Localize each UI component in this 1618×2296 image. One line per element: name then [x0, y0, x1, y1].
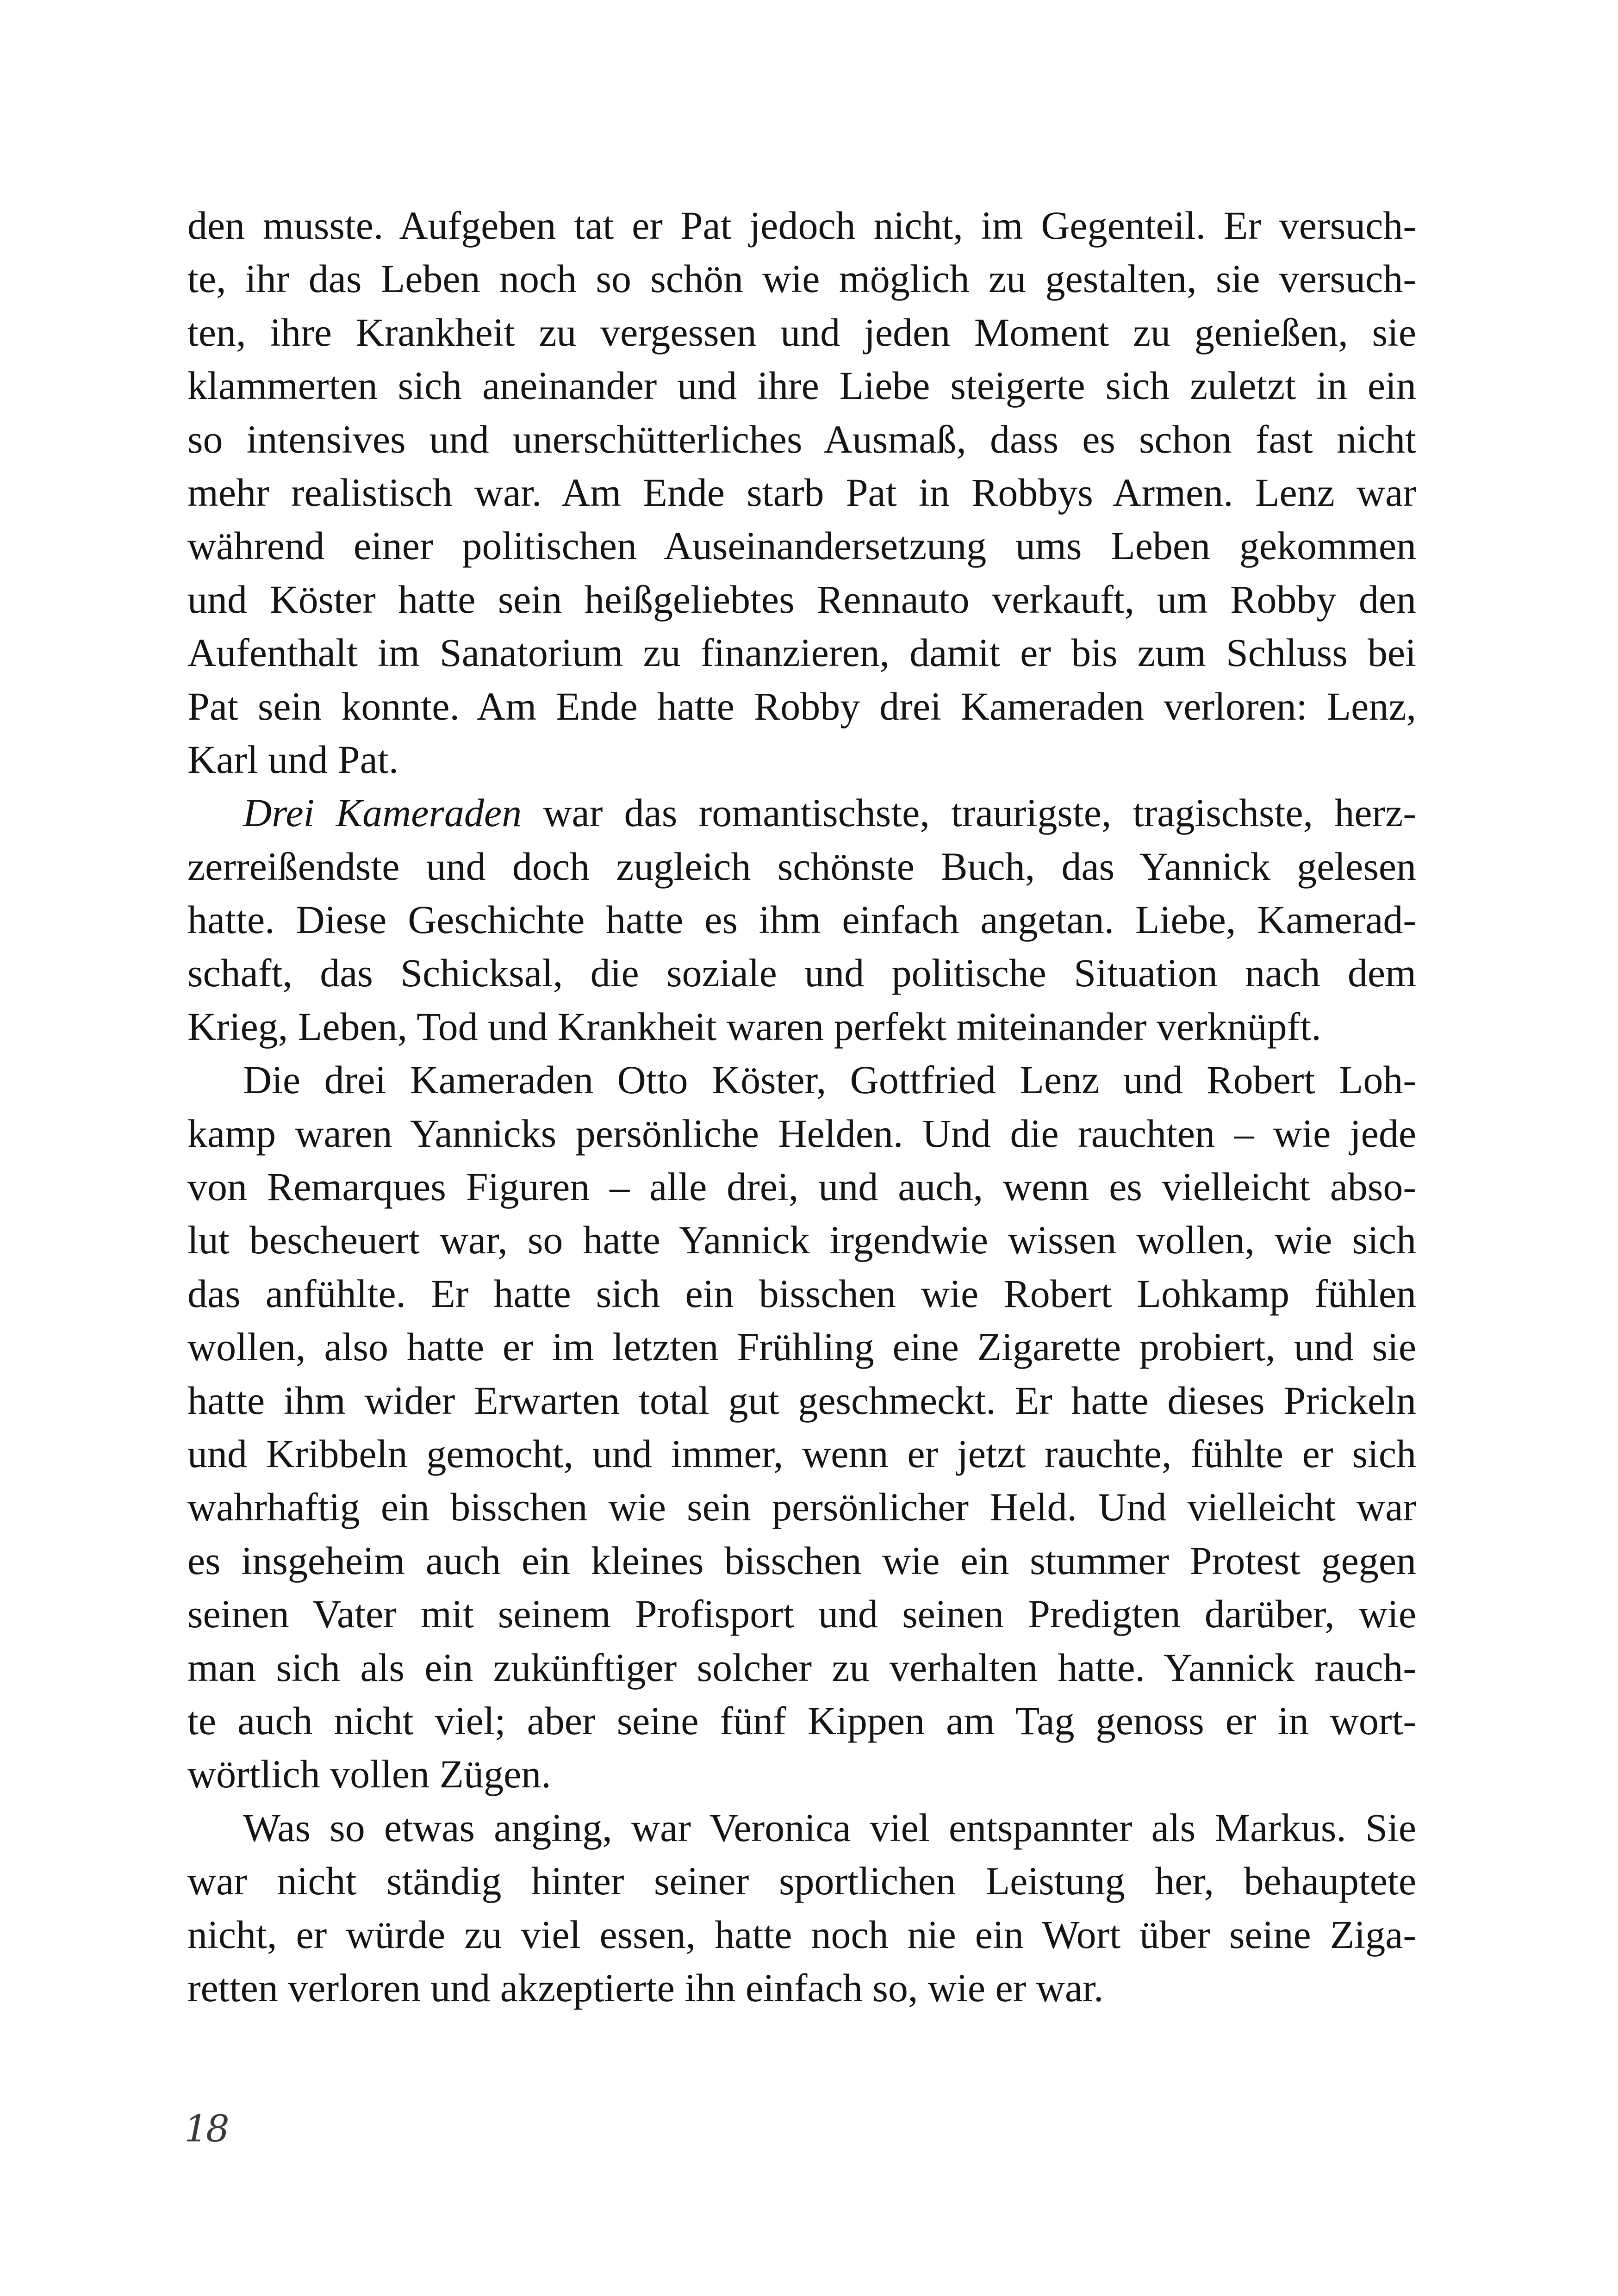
- text-line: von Remarques Figuren – alle drei, und auch, wenn es vielleicht abso-: [187, 1164, 1416, 1209]
- text-line: te auch nicht viel; aber seine fünf Kippen am Tag genoss er in wort-: [187, 1698, 1416, 1743]
- book-title: Drei Kameraden: [243, 790, 522, 835]
- text-line: Was so etwas anging, war Veronica viel entspannter als Markus. Sie: [243, 1805, 1416, 1850]
- text-line: klammerten sich aneinander und ihre Liebe steigerte sich zuletzt in ein: [187, 363, 1416, 408]
- text-line: Aufenthalt im Sanatorium zu finanzieren, damit er bis zum Schluss bei: [187, 630, 1416, 675]
- text-line: Karl und Pat.: [187, 737, 399, 782]
- text-line: so intensives und unerschütterliches Ausmaß, dass es schon fast nicht: [187, 417, 1416, 461]
- text-line: wahrhaftig ein bisschen wie sein persönlicher Held. Und vielleicht war: [187, 1485, 1416, 1530]
- text-line: Pat sein konnte. Am Ende hatte Robby drei Kameraden verloren: Lenz,: [187, 684, 1416, 728]
- text-line: te, ihr das Leben noch so schön wie möglich zu gestalten, sie versuch-: [187, 256, 1416, 301]
- text-line: kamp waren Yannicks persönliche Helden. Und die rauchten – wie jede: [187, 1111, 1416, 1156]
- text-line: Krieg, Leben, Tod und Krankheit waren perfekt miteinander verknüpft.: [187, 1004, 1321, 1049]
- page-number: 18: [184, 2107, 228, 2150]
- text-line: man sich als ein zukünftiger solcher zu verhalten hatte. Yannick rauch-: [187, 1645, 1416, 1690]
- text-line: hatte ihm wider Erwarten total gut geschmeckt. Er hatte dieses Prickeln: [187, 1378, 1416, 1423]
- text-line: es insgeheim auch ein kleines bisschen wie ein stummer Protest gegen: [187, 1538, 1416, 1583]
- text-line: während einer politischen Auseinandersetzung ums Leben gekommen: [187, 523, 1416, 568]
- text-line-rest: war das romantischste, traurigste, tragischste, herz-: [522, 790, 1416, 835]
- text-line: das anfühlte. Er hatte sich ein bisschen wie Robert Lohkamp fühlen: [187, 1271, 1416, 1316]
- text-line: war nicht ständig hinter seiner sportlichen Leistung her, behauptete: [187, 1859, 1416, 1904]
- text-line: nicht, er würde zu viel essen, hatte noch nie ein Wort über seine Ziga-: [187, 1912, 1416, 1957]
- paragraph-2: [187, 786, 1416, 1053]
- text-line: wörtlich vollen Zügen.: [187, 1752, 551, 1797]
- text-line: wollen, also hatte er im letzten Frühling eine Zigarette probiert, und sie: [187, 1325, 1416, 1369]
- text-line: mehr realistisch war. Am Ende starb Pat in Robbys Armen. Lenz war: [187, 470, 1416, 515]
- text-line: Die drei Kameraden Otto Köster, Gottfried Lenz und Robert Loh-: [243, 1058, 1416, 1102]
- text-line: seinen Vater mit seinem Profisport und seinen Predigten darüber, wie: [187, 1592, 1416, 1636]
- text-line: und Kribbeln gemocht, und immer, wenn er jetzt rauchte, fühlte er sich: [187, 1431, 1416, 1476]
- body-text: [187, 199, 1416, 2015]
- text-line: [187, 786, 1416, 840]
- text-line: zerreißendste und doch zugleich schönste Buch, das Yannick gelesen: [187, 844, 1416, 889]
- text-line: schaft, das Schicksal, die soziale und politische Situation nach dem: [187, 951, 1416, 996]
- text-line: lut bescheuert war, so hatte Yannick irgendwie wissen wollen, wie sich: [187, 1218, 1416, 1263]
- paragraph-1: [187, 199, 1416, 786]
- text-line: hatte. Diese Geschichte hatte es ihm einfach angetan. Liebe, Kamerad-: [187, 897, 1416, 942]
- paragraph-3: [187, 1053, 1416, 1801]
- text-line: und Köster hatte sein heißgeliebtes Rennauto verkauft, um Robby den: [187, 577, 1416, 622]
- text-line: retten verloren und akzeptierte ihn einfach so, wie er war.: [187, 1965, 1104, 2010]
- text-line: ten, ihre Krankheit zu vergessen und jeden Moment zu genießen, sie: [187, 310, 1416, 355]
- text-line: den musste. Aufgeben tat er Pat jedoch nicht, im Gegenteil. Er versuch-: [187, 203, 1416, 248]
- paragraph-4: [187, 1801, 1416, 2015]
